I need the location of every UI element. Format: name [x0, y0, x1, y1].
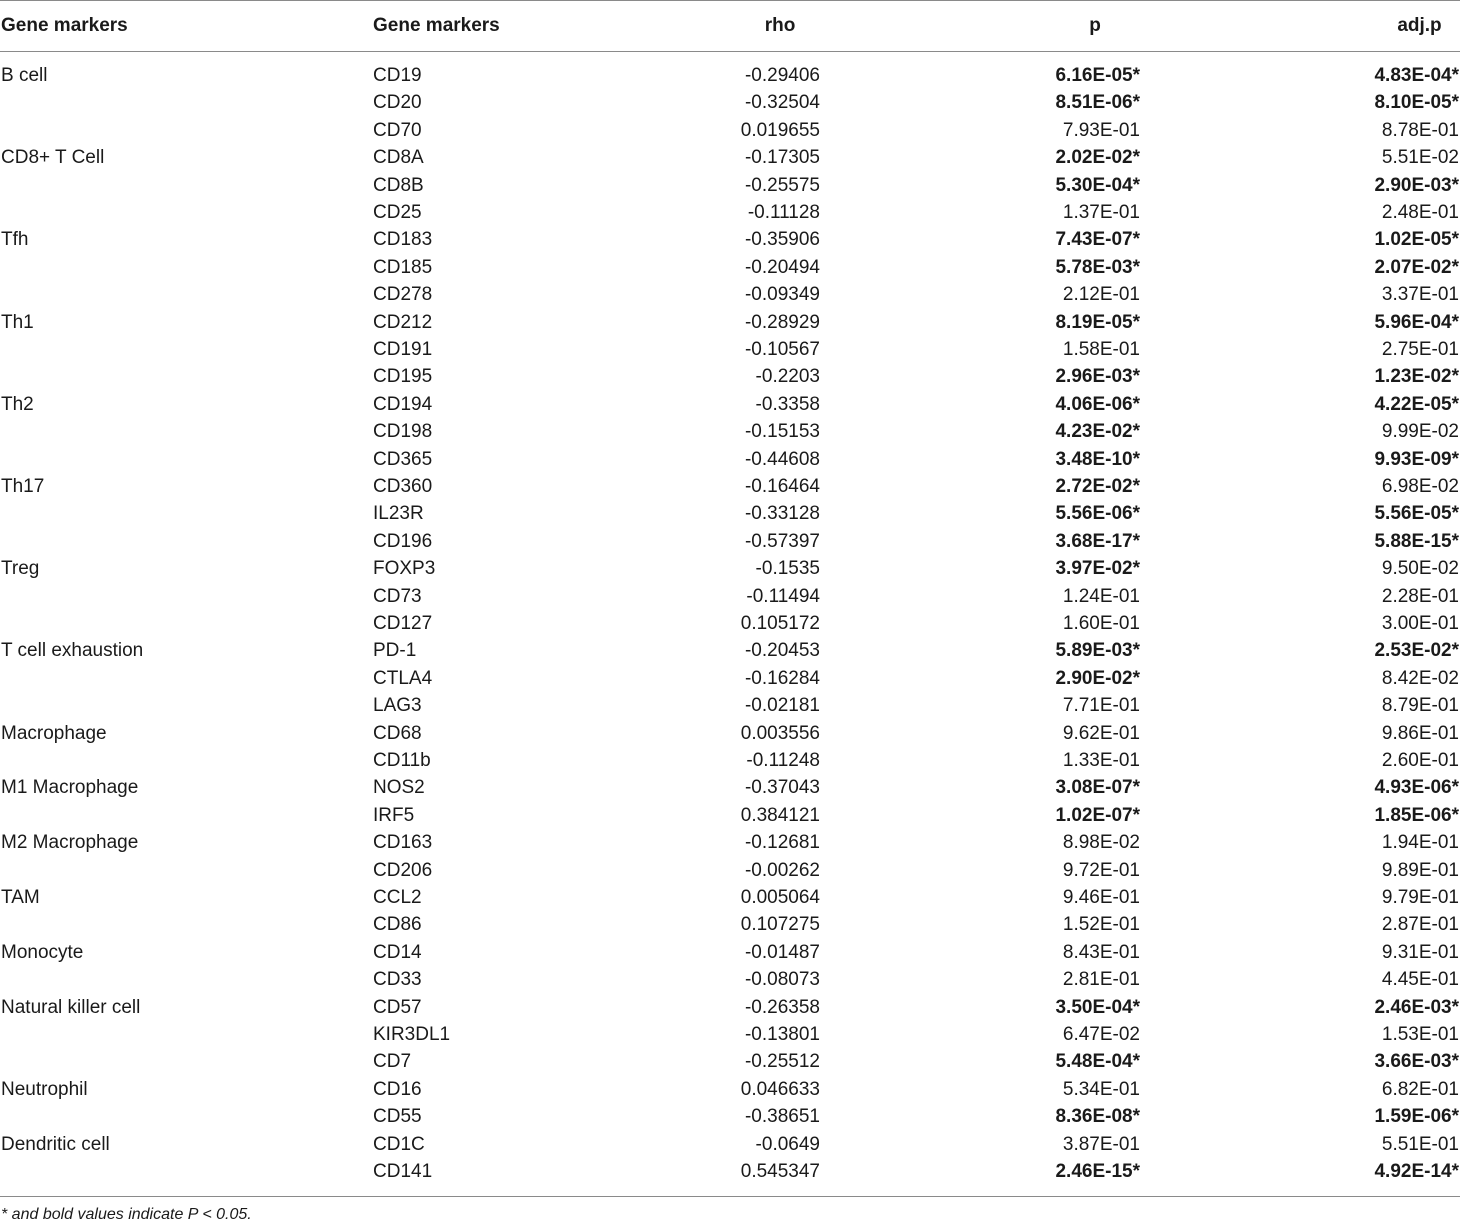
cell-gene-marker: CD163 — [373, 832, 433, 854]
cell-p-value: 3.50E-04* — [1055, 996, 1140, 1018]
cell-rho: -0.02181 — [744, 695, 820, 717]
cell-p-value: 6.47E-02 — [1062, 1024, 1140, 1045]
header-rho: rho — [764, 15, 796, 36]
cell-rho: 0.003556 — [740, 722, 820, 744]
cell-cell-type: Treg — [1, 558, 40, 580]
cell-rho: -0.09349 — [744, 284, 820, 306]
cell-gene-marker: CD194 — [373, 393, 433, 415]
cell-gene-marker: CD191 — [373, 339, 433, 360]
cell-adj-p-value: 9.93E-09* — [1374, 448, 1459, 470]
cell-gene-marker: CD185 — [373, 256, 433, 278]
cell-rho: -0.20453 — [744, 640, 820, 662]
cell-rho: -0.25575 — [744, 174, 820, 196]
cell-rho: -0.15153 — [744, 421, 820, 443]
cell-p-value: 8.36E-08* — [1055, 1106, 1140, 1128]
cell-adj-p-value: 1.59E-06* — [1374, 1106, 1459, 1128]
table-row — [0, 363, 1460, 390]
cell-p-value: 3.08E-07* — [1055, 777, 1140, 799]
cell-gene-marker: CTLA4 — [373, 667, 433, 689]
table-row — [0, 1103, 1460, 1130]
cell-cell-type: M2 Macrophage — [1, 832, 139, 854]
table-row — [0, 610, 1460, 637]
cell-p-value: 1.02E-07* — [1055, 804, 1140, 826]
table-row — [0, 994, 1460, 1021]
cell-gene-marker: CD365 — [373, 448, 433, 470]
cell-p-value: 9.46E-01 — [1062, 887, 1140, 908]
cell-cell-type: Th1 — [1, 311, 34, 333]
cell-adj-p-value: 2.53E-02* — [1374, 640, 1459, 662]
cell-cell-type: Th2 — [1, 393, 34, 415]
cell-rho: -0.37043 — [744, 777, 820, 799]
header-gene-markers: Gene markers — [373, 15, 500, 36]
table-row — [0, 1158, 1460, 1185]
cell-gene-marker: CD20 — [373, 92, 422, 114]
table-footnote: * and bold values indicate P < 0.05. — [1, 1206, 252, 1223]
cell-adj-p-value: 3.37E-01 — [1381, 284, 1459, 306]
cell-gene-marker: CD55 — [373, 1106, 422, 1128]
cell-adj-p-value: 2.60E-01 — [1381, 750, 1459, 771]
cell-p-value: 8.98E-02 — [1062, 832, 1140, 854]
cell-adj-p-value: 1.02E-05* — [1374, 229, 1459, 251]
cell-cell-type: Dendritic cell — [1, 1133, 110, 1155]
cell-adj-p-value: 1.94E-01 — [1381, 832, 1459, 854]
cell-rho: -0.11494 — [746, 585, 820, 607]
cell-gene-marker: NOS2 — [373, 777, 425, 799]
cell-adj-p-value: 1.85E-06* — [1374, 804, 1459, 826]
cell-p-value: 4.06E-06* — [1055, 393, 1140, 415]
cell-adj-p-value: 2.07E-02* — [1374, 256, 1459, 278]
cell-p-value: 5.56E-06* — [1055, 503, 1140, 525]
cell-rho: -0.16464 — [744, 476, 820, 497]
cell-p-value: 2.12E-01 — [1062, 284, 1140, 306]
cell-adj-p-value: 5.88E-15* — [1374, 530, 1459, 552]
table-row — [0, 966, 1460, 993]
cell-cell-type: B cell — [1, 65, 48, 86]
cell-adj-p-value: 8.10E-05* — [1374, 92, 1459, 114]
cell-adj-p-value: 2.48E-01 — [1381, 202, 1459, 223]
cell-cell-type: Neutrophil — [1, 1078, 88, 1100]
cell-p-value: 8.51E-06* — [1055, 92, 1140, 114]
cell-adj-p-value: 9.99E-02 — [1381, 421, 1459, 443]
cell-gene-marker: FOXP3 — [373, 558, 436, 580]
bottom-rule — [0, 1196, 1460, 1197]
cell-p-value: 2.96E-03* — [1055, 366, 1140, 388]
cell-adj-p-value: 3.00E-01 — [1381, 613, 1459, 634]
cell-p-value: 3.97E-02* — [1055, 558, 1140, 580]
cell-p-value: 9.62E-01 — [1062, 722, 1140, 744]
table-row — [0, 500, 1460, 527]
cell-gene-marker: CD7 — [373, 1051, 412, 1073]
cell-gene-marker: CD198 — [373, 421, 433, 443]
cell-rho: -0.28929 — [744, 311, 820, 333]
cell-gene-marker: CD1C — [373, 1133, 425, 1155]
table-row — [0, 172, 1460, 199]
table-row — [0, 1048, 1460, 1075]
header-adj-p: adj.p — [1397, 15, 1442, 36]
cell-p-value: 5.89E-03* — [1055, 640, 1140, 662]
header-gene-markers-group: Gene markers — [1, 15, 128, 36]
cell-gene-marker: CD127 — [373, 613, 433, 634]
cell-rho: -0.01487 — [744, 941, 820, 963]
table-row — [0, 144, 1460, 171]
cell-p-value: 1.52E-01 — [1062, 914, 1140, 936]
cell-adj-p-value: 3.66E-03* — [1374, 1051, 1459, 1073]
cell-rho: 0.545347 — [740, 1161, 820, 1182]
cell-adj-p-value: 4.45E-01 — [1381, 969, 1459, 991]
cell-gene-marker: CD16 — [373, 1078, 422, 1100]
cell-p-value: 2.02E-02* — [1055, 147, 1140, 169]
table-row — [0, 583, 1460, 610]
cell-gene-marker: KIR3DL1 — [373, 1024, 451, 1045]
cell-adj-p-value: 9.50E-02 — [1381, 558, 1459, 580]
table-row — [0, 720, 1460, 747]
cell-adj-p-value: 5.56E-05* — [1374, 503, 1459, 525]
cell-p-value: 3.48E-10* — [1055, 448, 1140, 470]
table-row — [0, 254, 1460, 281]
cell-p-value: 2.81E-01 — [1062, 969, 1140, 991]
table-row — [0, 1131, 1460, 1158]
cell-p-value: 5.48E-04* — [1055, 1051, 1140, 1073]
cell-rho: 0.019655 — [740, 119, 820, 141]
cell-rho: -0.26358 — [744, 996, 820, 1018]
table-row — [0, 418, 1460, 445]
table-row — [0, 309, 1460, 336]
cell-rho: -0.57397 — [744, 530, 820, 552]
cell-cell-type: M1 Macrophage — [1, 777, 139, 799]
table-row — [0, 555, 1460, 582]
cell-gene-marker: CD195 — [373, 366, 433, 388]
cell-rho: -0.20494 — [744, 256, 820, 278]
cell-adj-p-value: 2.28E-01 — [1381, 585, 1459, 607]
cell-p-value: 4.23E-02* — [1055, 421, 1140, 443]
table-row — [0, 62, 1460, 89]
cell-rho: -0.29406 — [744, 65, 820, 86]
cell-rho: -0.11128 — [747, 202, 820, 223]
cell-gene-marker: CD11b — [373, 750, 431, 771]
cell-rho: -0.1535 — [755, 558, 820, 580]
cell-cell-type: CD8+ T Cell — [1, 147, 105, 169]
cell-rho: -0.17305 — [744, 147, 820, 169]
top-rule — [0, 0, 1460, 1]
cell-p-value: 1.24E-01 — [1062, 585, 1140, 607]
table-row — [0, 89, 1460, 116]
cell-adj-p-value: 9.89E-01 — [1381, 859, 1459, 881]
cell-adj-p-value: 4.83E-04* — [1374, 65, 1459, 86]
cell-p-value: 8.19E-05* — [1055, 311, 1140, 333]
cell-gene-marker: CD8B — [373, 174, 424, 196]
cell-gene-marker: CD70 — [373, 119, 422, 141]
cell-p-value: 2.90E-02* — [1055, 667, 1140, 689]
header-rule — [0, 51, 1460, 52]
table-row — [0, 665, 1460, 692]
table-row — [0, 226, 1460, 253]
cell-adj-p-value: 9.86E-01 — [1381, 722, 1459, 744]
table-row — [0, 281, 1460, 308]
cell-gene-marker: CCL2 — [373, 887, 422, 908]
cell-adj-p-value: 8.79E-01 — [1381, 695, 1459, 717]
cell-gene-marker: CD196 — [373, 530, 433, 552]
cell-adj-p-value: 6.82E-01 — [1381, 1078, 1459, 1100]
cell-p-value: 2.46E-15* — [1055, 1161, 1140, 1182]
cell-gene-marker: CD141 — [373, 1161, 433, 1182]
cell-cell-type: Th17 — [1, 476, 45, 497]
cell-p-value: 1.33E-01 — [1062, 750, 1140, 771]
cell-p-value: 1.58E-01 — [1062, 339, 1140, 360]
cell-gene-marker: CD360 — [373, 476, 433, 497]
cell-cell-type: Macrophage — [1, 722, 107, 744]
table-row — [0, 829, 1460, 856]
table-row — [0, 391, 1460, 418]
cell-adj-p-value: 5.51E-02 — [1381, 147, 1459, 169]
cell-p-value: 3.87E-01 — [1062, 1133, 1140, 1155]
cell-adj-p-value: 2.90E-03* — [1374, 174, 1459, 196]
cell-rho: 0.107275 — [740, 914, 820, 936]
cell-gene-marker: CD33 — [373, 969, 422, 991]
cell-p-value: 7.93E-01 — [1062, 119, 1140, 141]
cell-cell-type: TAM — [1, 887, 40, 908]
cell-rho: 0.005064 — [740, 887, 820, 908]
cell-p-value: 8.43E-01 — [1062, 941, 1140, 963]
table-row — [0, 774, 1460, 801]
cell-rho: -0.11248 — [746, 750, 820, 771]
cell-gene-marker: CD8A — [373, 147, 424, 169]
cell-cell-type: Natural killer cell — [1, 996, 141, 1018]
cell-rho: -0.10567 — [744, 339, 820, 360]
cell-adj-p-value: 2.87E-01 — [1381, 914, 1459, 936]
table-row — [0, 692, 1460, 719]
cell-rho: -0.25512 — [744, 1051, 820, 1073]
cell-gene-marker: CD14 — [373, 941, 422, 963]
table-row — [0, 884, 1460, 911]
cell-cell-type: Tfh — [1, 229, 29, 251]
cell-gene-marker: IRF5 — [373, 804, 415, 826]
cell-p-value: 5.30E-04* — [1055, 174, 1140, 196]
cell-gene-marker: PD-1 — [373, 640, 417, 662]
cell-adj-p-value: 8.78E-01 — [1381, 119, 1459, 141]
cell-p-value: 3.68E-17* — [1055, 530, 1140, 552]
cell-gene-marker: IL23R — [373, 503, 424, 525]
cell-p-value: 1.60E-01 — [1062, 613, 1140, 634]
table-row — [0, 1021, 1460, 1048]
cell-rho: 0.105172 — [740, 613, 820, 634]
cell-gene-marker: CD25 — [373, 202, 422, 223]
cell-rho: 0.384121 — [740, 804, 820, 826]
cell-adj-p-value: 1.23E-02* — [1374, 366, 1459, 388]
table-row — [0, 528, 1460, 555]
table-row — [0, 911, 1460, 938]
table-row — [0, 1076, 1460, 1103]
table-row — [0, 473, 1460, 500]
cell-gene-marker: CD19 — [373, 65, 422, 86]
cell-rho: -0.2203 — [755, 366, 820, 388]
header-p: p — [1089, 15, 1101, 36]
cell-adj-p-value: 9.79E-01 — [1381, 887, 1459, 908]
cell-gene-marker: CD206 — [373, 859, 433, 881]
cell-adj-p-value: 4.93E-06* — [1374, 777, 1459, 799]
cell-p-value: 2.72E-02* — [1055, 476, 1140, 497]
cell-rho: -0.08073 — [744, 969, 820, 991]
table-row — [0, 939, 1460, 966]
cell-gene-marker: CD57 — [373, 996, 422, 1018]
cell-rho: -0.33128 — [744, 503, 820, 525]
cell-rho: -0.16284 — [744, 667, 820, 689]
cell-adj-p-value: 2.75E-01 — [1381, 339, 1459, 360]
cell-adj-p-value: 5.51E-01 — [1381, 1133, 1459, 1155]
table-row — [0, 336, 1460, 363]
table-row — [0, 446, 1460, 473]
table-row — [0, 857, 1460, 884]
cell-rho: -0.38651 — [744, 1106, 820, 1128]
table-row — [0, 637, 1460, 664]
cell-rho: -0.0649 — [755, 1133, 820, 1155]
cell-cell-type: T cell exhaustion — [1, 640, 144, 662]
cell-gene-marker: CD212 — [373, 311, 433, 333]
cell-adj-p-value: 5.96E-04* — [1374, 311, 1459, 333]
cell-p-value: 7.71E-01 — [1062, 695, 1140, 717]
cell-rho: 0.046633 — [740, 1078, 820, 1100]
cell-p-value: 5.78E-03* — [1055, 256, 1140, 278]
cell-gene-marker: CD73 — [373, 585, 422, 607]
table-row — [0, 747, 1460, 774]
cell-rho: -0.32504 — [744, 92, 820, 114]
cell-cell-type: Monocyte — [1, 941, 84, 963]
cell-rho: -0.13801 — [744, 1024, 820, 1045]
cell-rho: -0.3358 — [755, 393, 820, 415]
cell-adj-p-value: 1.53E-01 — [1381, 1024, 1459, 1045]
table-row — [0, 199, 1460, 226]
cell-rho: -0.12681 — [744, 832, 820, 854]
cell-adj-p-value: 4.92E-14* — [1374, 1161, 1459, 1182]
cell-adj-p-value: 8.42E-02 — [1381, 667, 1459, 689]
cell-adj-p-value: 2.46E-03* — [1374, 996, 1459, 1018]
cell-p-value: 5.34E-01 — [1062, 1078, 1140, 1100]
cell-p-value: 7.43E-07* — [1055, 229, 1140, 251]
cell-rho: -0.35906 — [744, 229, 820, 251]
cell-gene-marker: CD183 — [373, 229, 433, 251]
cell-gene-marker: LAG3 — [373, 695, 422, 717]
cell-adj-p-value: 9.31E-01 — [1381, 941, 1459, 963]
table-row — [0, 117, 1460, 144]
cell-gene-marker: CD278 — [373, 284, 433, 306]
cell-rho: -0.00262 — [744, 859, 820, 881]
table-row — [0, 802, 1460, 829]
cell-gene-marker: CD68 — [373, 722, 422, 744]
cell-p-value: 1.37E-01 — [1062, 202, 1140, 223]
cell-p-value: 9.72E-01 — [1062, 859, 1140, 881]
cell-adj-p-value: 6.98E-02 — [1381, 476, 1459, 497]
cell-adj-p-value: 4.22E-05* — [1374, 393, 1459, 415]
cell-p-value: 6.16E-05* — [1055, 65, 1140, 86]
cell-rho: -0.44608 — [744, 448, 820, 470]
cell-gene-marker: CD86 — [373, 914, 422, 936]
